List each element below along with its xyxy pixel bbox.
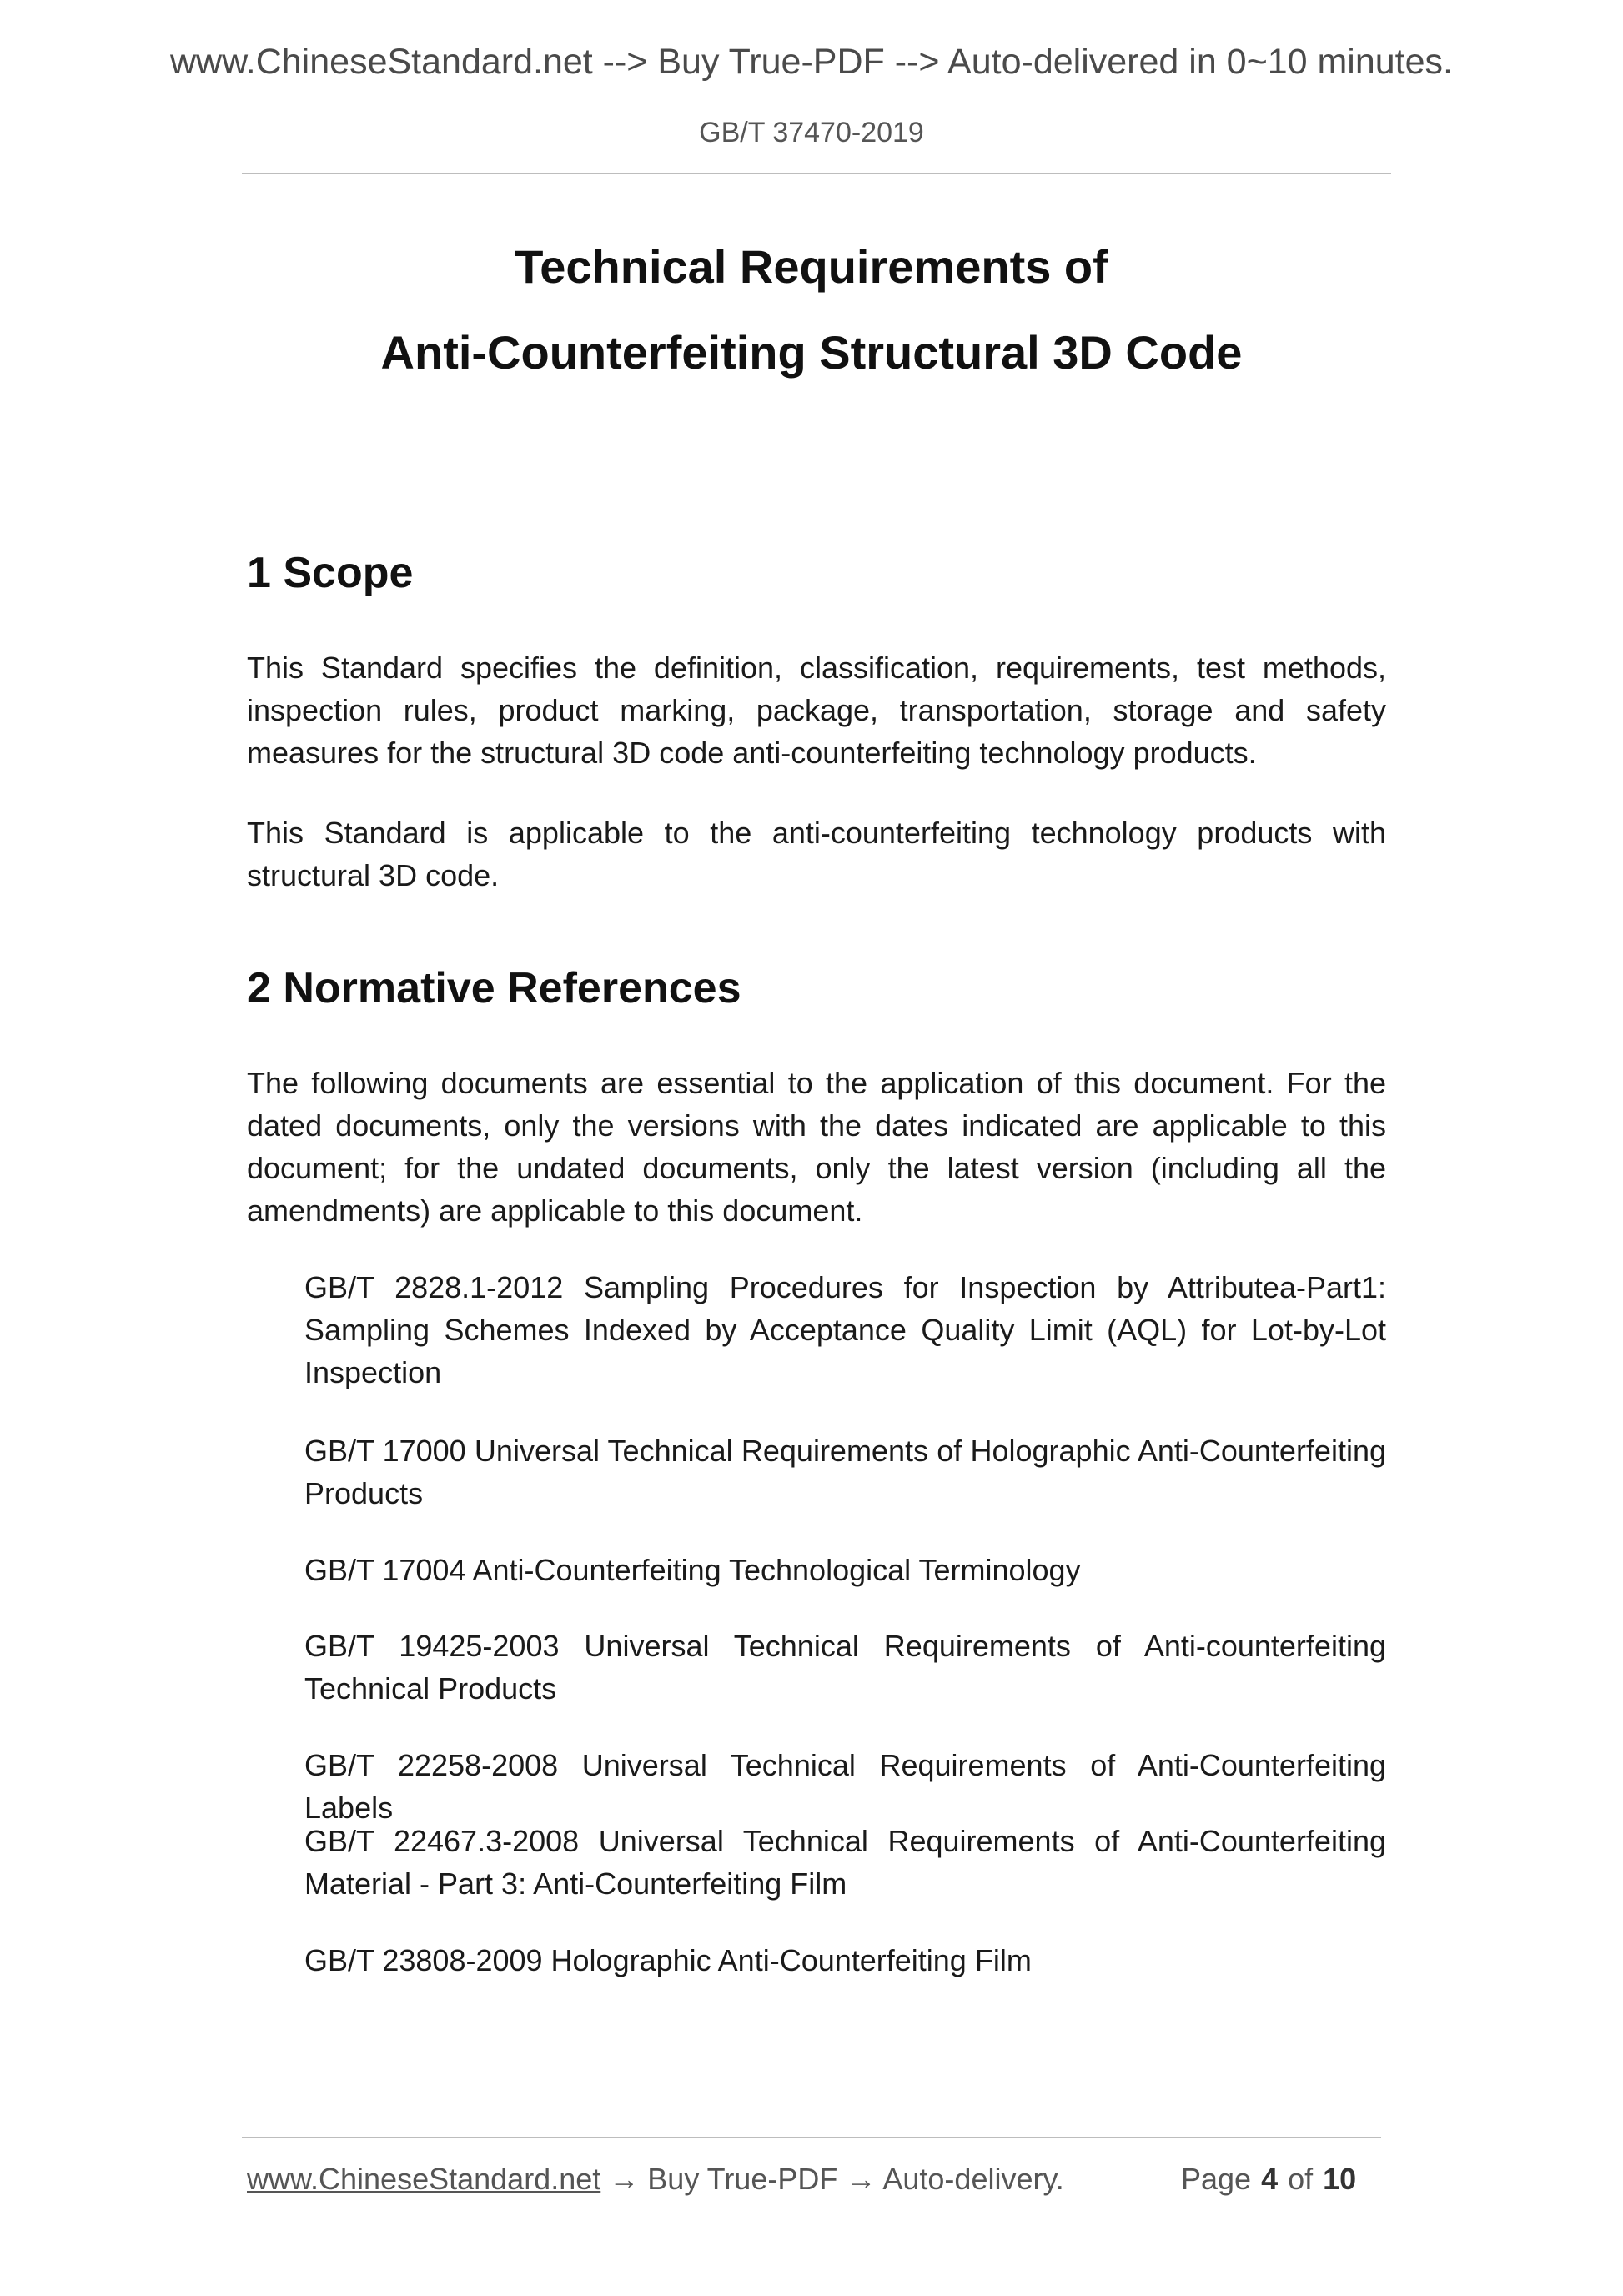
of-label: of [1288,2162,1314,2196]
page-total: 10 [1323,2162,1357,2196]
reference-item: GB/T 17000 Universal Technical Requirements of Holographic Anti-Counterfeiting Products [304,1434,1386,1510]
page-label: Page [1181,2162,1252,2196]
reference-item: GB/T 2828.1-2012 Sampling Procedures for Inspection by Attributea-Part1: Sampling Schemes Indexed by Acceptance Quality Limit (AQL) for Lot-by-Lot Inspection [304,1270,1386,1389]
footer-promo [247,2162,1064,2197]
document-title-line-1: Technical Requirements of [515,240,1108,293]
top-banner: www.ChineseStandard.net --> Buy True-PDF --> Auto-delivered in 0~10 minutes. [169,42,1453,82]
header-divider [242,173,1391,174]
page-number: 4 [1261,2162,1279,2196]
references-intro-paragraph: The following documents are essential to the application of this document. For the dated documents, only the versions with the dates indicated are applicable to this document; for the undated documents, only the latest version (including all the amendments) are applicable to this document. [247,1066,1386,1228]
footer-divider [242,2137,1381,2138]
section-heading-normative-references: 2 Normative References [247,964,741,1012]
section-heading-scope: 1 Scope [247,549,414,597]
footer-website-link[interactable]: www.ChineseStandard.net [247,2162,601,2196]
standard-code: GB/T 37470-2019 [699,117,924,148]
reference-item: GB/T 22258-2008 Universal Technical Requirements of Anti-Counterfeiting Labels [304,1748,1386,1825]
reference-item: GB/T 19425-2003 Universal Technical Requirements of Anti-counterfeiting Technical Products [304,1629,1386,1706]
footer-buy-text: Buy True-PDF [647,2162,838,2196]
page-indicator [1181,2162,1356,2197]
arrow-right-icon: → [846,2162,877,2196]
scope-paragraph-1: This Standard specifies the definition, classification, requirements, test methods, inspection rules, product marking, package, transportation, storage and safety measures for the structural 3D code anti-counterfeiting technology products. [247,651,1386,770]
reference-item: GB/T 23808-2009 Holographic Anti-Counterfeiting Film [304,1943,1032,1977]
arrow-right-icon: → [609,2162,640,2196]
reference-item: GB/T 22467.3-2008 Universal Technical Requirements of Anti-Counterfeiting Material - Part 3: Anti-Counterfeiting Film [304,1824,1386,1901]
footer-auto-text: Auto-delivery. [882,2162,1064,2196]
scope-paragraph-2: This Standard is applicable to the anti-counterfeiting technology products with structural 3D code. [247,816,1386,892]
reference-item: GB/T 17004 Anti-Counterfeiting Technological Terminology [304,1553,1081,1587]
document-title-line-2: Anti-Counterfeiting Structural 3D Code [380,326,1243,379]
